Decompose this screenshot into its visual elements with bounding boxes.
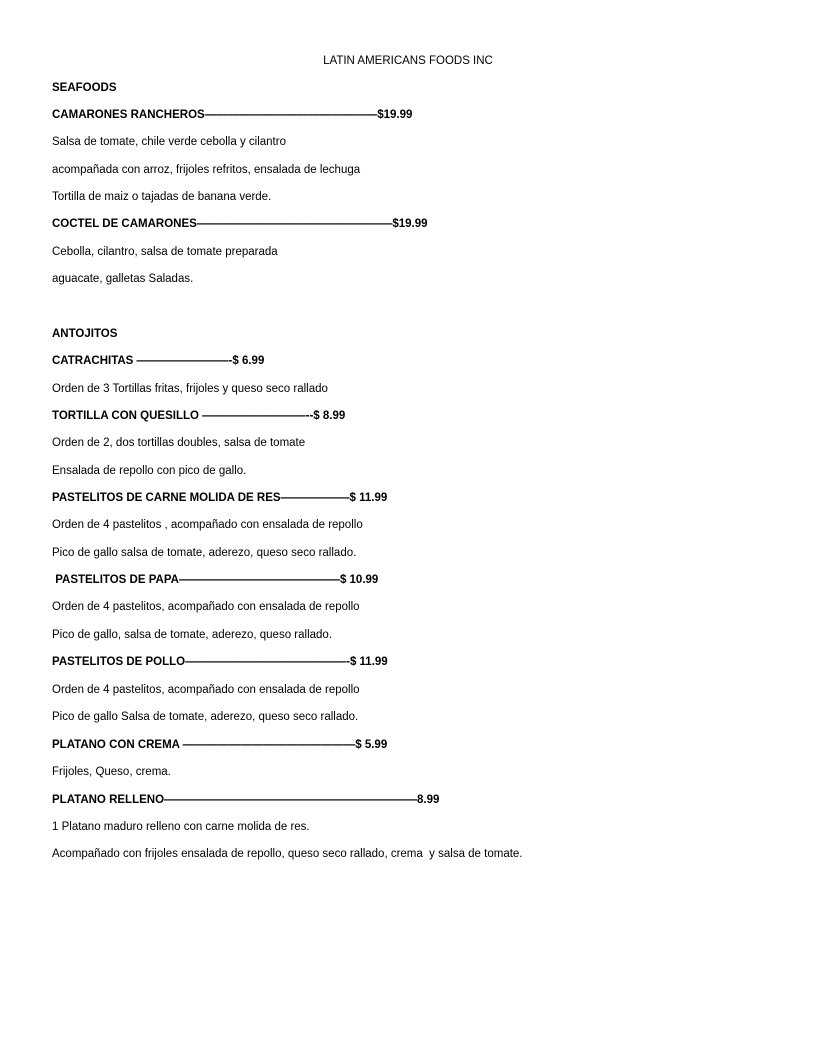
item-description: Orden de 4 pastelitos, acompañado con ensalada de repollo [52, 684, 360, 696]
item-description: acompañada con arroz, frijoles refritos, ensalada de lechuga [52, 164, 361, 176]
item-description: aguacate, galletas Saladas. [52, 273, 194, 285]
menu-item-pastelitos-pollo: PASTELITOS DE POLLO——————————————-$ 11.99 [52, 656, 388, 668]
menu-item-pastelitos-papa: PASTELITOS DE PAPA——————————————$ 10.99 [52, 574, 379, 586]
item-description: Orden de 3 Tortillas fritas, frijoles y queso seco rallado [52, 383, 328, 395]
item-description: Salsa de tomate, chile verde cebolla y cilantro [52, 136, 286, 148]
document-title: LATIN AMERICANS FOODS INC [323, 55, 493, 67]
item-description: Acompañado con frijoles ensalada de repollo, queso seco rallado, crema y salsa de tomate. [52, 848, 523, 860]
item-description: Pico de gallo Salsa de tomate, aderezo, queso seco rallado. [52, 711, 359, 723]
item-description: Orden de 4 pastelitos, acompañado con ensalada de repollo [52, 601, 360, 613]
section-heading-seafoods: SEAFOODS [52, 82, 117, 94]
menu-item-camarones-rancheros: CAMARONES RANCHEROS———————————————$19.99 [52, 109, 413, 121]
item-description: Pico de gallo, salsa de tomate, aderezo, queso rallado. [52, 629, 333, 641]
section-heading-antojitos: ANTOJITOS [52, 328, 118, 340]
item-description: Cebolla, cilantro, salsa de tomate preparada [52, 246, 278, 258]
menu-item-platano-relleno: PLATANO RELLENO——————————————————————8.99 [52, 794, 440, 806]
menu-item-catrachitas: CATRACHITAS ————————-$ 6.99 [52, 355, 265, 367]
item-description: 1 Platano maduro relleno con carne molida de res. [52, 821, 310, 833]
menu-item-coctel-de-camarones: COCTEL DE CAMARONES—————————————————$19.99 [52, 218, 428, 230]
menu-item-tortilla-con-quesillo: TORTILLA CON QUESILLO —————————--$ 8.99 [52, 410, 346, 422]
item-description: Orden de 4 pastelitos , acompañado con ensalada de repollo [52, 519, 363, 531]
item-description: Frijoles, Queso, crema. [52, 766, 171, 778]
menu-item-pastelitos-carne: PASTELITOS DE CARNE MOLIDA DE RES——————$ 11.99 [52, 492, 388, 504]
item-description: Ensalada de repollo con pico de gallo. [52, 465, 247, 477]
item-description: Orden de 2, dos tortillas doubles, salsa de tomate [52, 437, 306, 449]
menu-item-platano-con-crema: PLATANO CON CREMA ———————————————$ 5.99 [52, 739, 388, 751]
item-description: Pico de gallo salsa de tomate, aderezo, queso seco rallado. [52, 547, 357, 559]
item-description: Tortilla de maiz o tajadas de banana verde. [52, 191, 272, 203]
